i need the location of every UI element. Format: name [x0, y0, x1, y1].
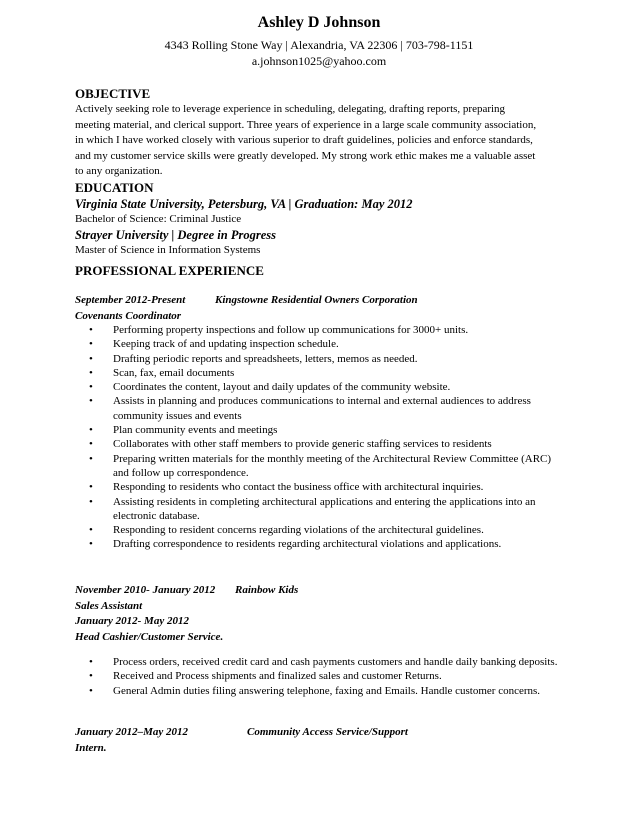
list-item: • General Admin duties filing answering telephone, faxing and Emails. Handle customer concerns. — [89, 684, 541, 697]
list-item: • Performing property inspections and follow up communications for 3000+ units. — [89, 324, 469, 336]
applicant-name: Ashley D Johnson — [257, 14, 381, 31]
list-item: • Responding to residents who contact the business office with architectural inquiries. — [89, 481, 484, 494]
job-title: Intern. — [75, 741, 107, 754]
bullet-icon: • — [89, 670, 93, 683]
list-item: • Process orders, received credit card and cash payments customers and handle daily banking deposits. — [89, 656, 558, 668]
email-address: a.johnson1025@yahoo.com — [251, 54, 387, 68]
list-item: • Assisting residents in completing architectural applications and entering the applications into an electronic database. — [89, 495, 536, 522]
list-item: • Received and Process shipments and finalized sales and customer Returns. — [89, 670, 442, 683]
job-organization: Rainbow Kids — [235, 584, 299, 596]
bullet-icon: • — [89, 381, 93, 394]
job-organization: Community Access Service/Support — [247, 726, 408, 738]
list-item: • Plan community events and meetings — [89, 424, 278, 437]
experience-heading-wrap — [75, 263, 565, 279]
bullet-icon: • — [89, 395, 93, 408]
job-title: Head Cashier/Customer Service. — [75, 630, 224, 643]
bullet-icon: • — [89, 424, 93, 437]
job-dates: November 2010- January 2012 — [75, 584, 216, 596]
job-2-duties — [75, 655, 565, 698]
degree: Bachelor of Science: Criminal Justice — [75, 213, 242, 225]
experience-heading: PROFESSIONAL EXPERIENCE — [75, 263, 264, 278]
list-item: • Drafting periodic reports and spreadsheets, letters, memos as needed. — [89, 352, 418, 365]
list-item: • Assists in planning and produces communications to internal and external audiences to address community issues and events — [89, 395, 531, 422]
education-section — [75, 180, 565, 258]
bullet-icon: • — [89, 438, 93, 451]
list-item: • Scan, fax, email documents — [89, 366, 235, 379]
job-organization: Kingstowne Residential Owners Corporation — [215, 294, 418, 306]
job-2-header — [75, 583, 565, 645]
education-heading: EDUCATION — [75, 180, 154, 195]
job-1-duties — [75, 323, 565, 552]
school-name: Strayer University | Degree in Progress — [75, 228, 277, 242]
objective-heading: OBJECTIVE — [75, 86, 151, 101]
address-line: 4343 Rolling Stone Way | Alexandria, VA 22306 | 703-798-1151 — [164, 38, 474, 52]
school-name: Virginia State University, Petersburg, VA | Graduation: May 2012 — [75, 197, 413, 211]
bullet-icon: • — [89, 352, 93, 365]
list-item: • Collaborates with other staff members to provide generic staffing services to residents — [89, 438, 492, 451]
job-1-header — [75, 293, 565, 324]
objective-line: meeting material, and clerical support. Three years of experience in a large scale community association, — [75, 118, 537, 131]
objective-section — [75, 86, 565, 180]
bullet-icon: • — [89, 538, 93, 551]
list-item: • Preparing written materials for the monthly meeting of the Architectural Review Committee (ARC) and follow up correspondence. — [89, 452, 552, 479]
bullet-icon: • — [89, 338, 93, 351]
job-dates: January 2012- May 2012 — [75, 615, 189, 627]
bullet-icon: • — [89, 452, 93, 465]
bullet-icon: • — [89, 656, 93, 668]
job-title: Sales Assistant — [75, 599, 143, 612]
degree: Master of Science in Information Systems — [75, 244, 261, 256]
list-item: • Drafting correspondence to residents regarding architectural violations and applications. — [89, 538, 502, 551]
list-item: • Keeping track of and updating inspection schedule. — [89, 338, 339, 351]
job-title: Covenants Coordinator — [75, 309, 182, 322]
objective-line: Actively seeking role to leverage experience in scheduling, delegating, drafting reports, preparing — [75, 103, 506, 115]
job-dates: January 2012–May 2012 — [75, 726, 189, 738]
list-item: • Coordinates the content, layout and daily updates of the community website. — [89, 381, 451, 394]
bullet-icon: • — [89, 524, 93, 537]
list-item: • Responding to resident concerns regarding violations of the architectural guidelines. — [89, 524, 484, 537]
objective-line: to any organization. — [75, 165, 163, 178]
bullet-icon: • — [89, 684, 93, 697]
objective-line: in which I have worked closely with various superior to draft guidelines, policies and enforce standards, — [75, 134, 533, 147]
objective-line: and my customer service skills were greatly developed. My strong work ethic makes me a valuable asset — [75, 149, 536, 162]
bullet-icon: • — [89, 495, 93, 508]
bullet-icon: • — [89, 481, 93, 494]
bullet-icon: • — [89, 366, 93, 379]
job-dates: September 2012-Present — [75, 294, 186, 306]
bullet-icon: • — [89, 324, 93, 336]
job-3-header — [75, 725, 565, 756]
